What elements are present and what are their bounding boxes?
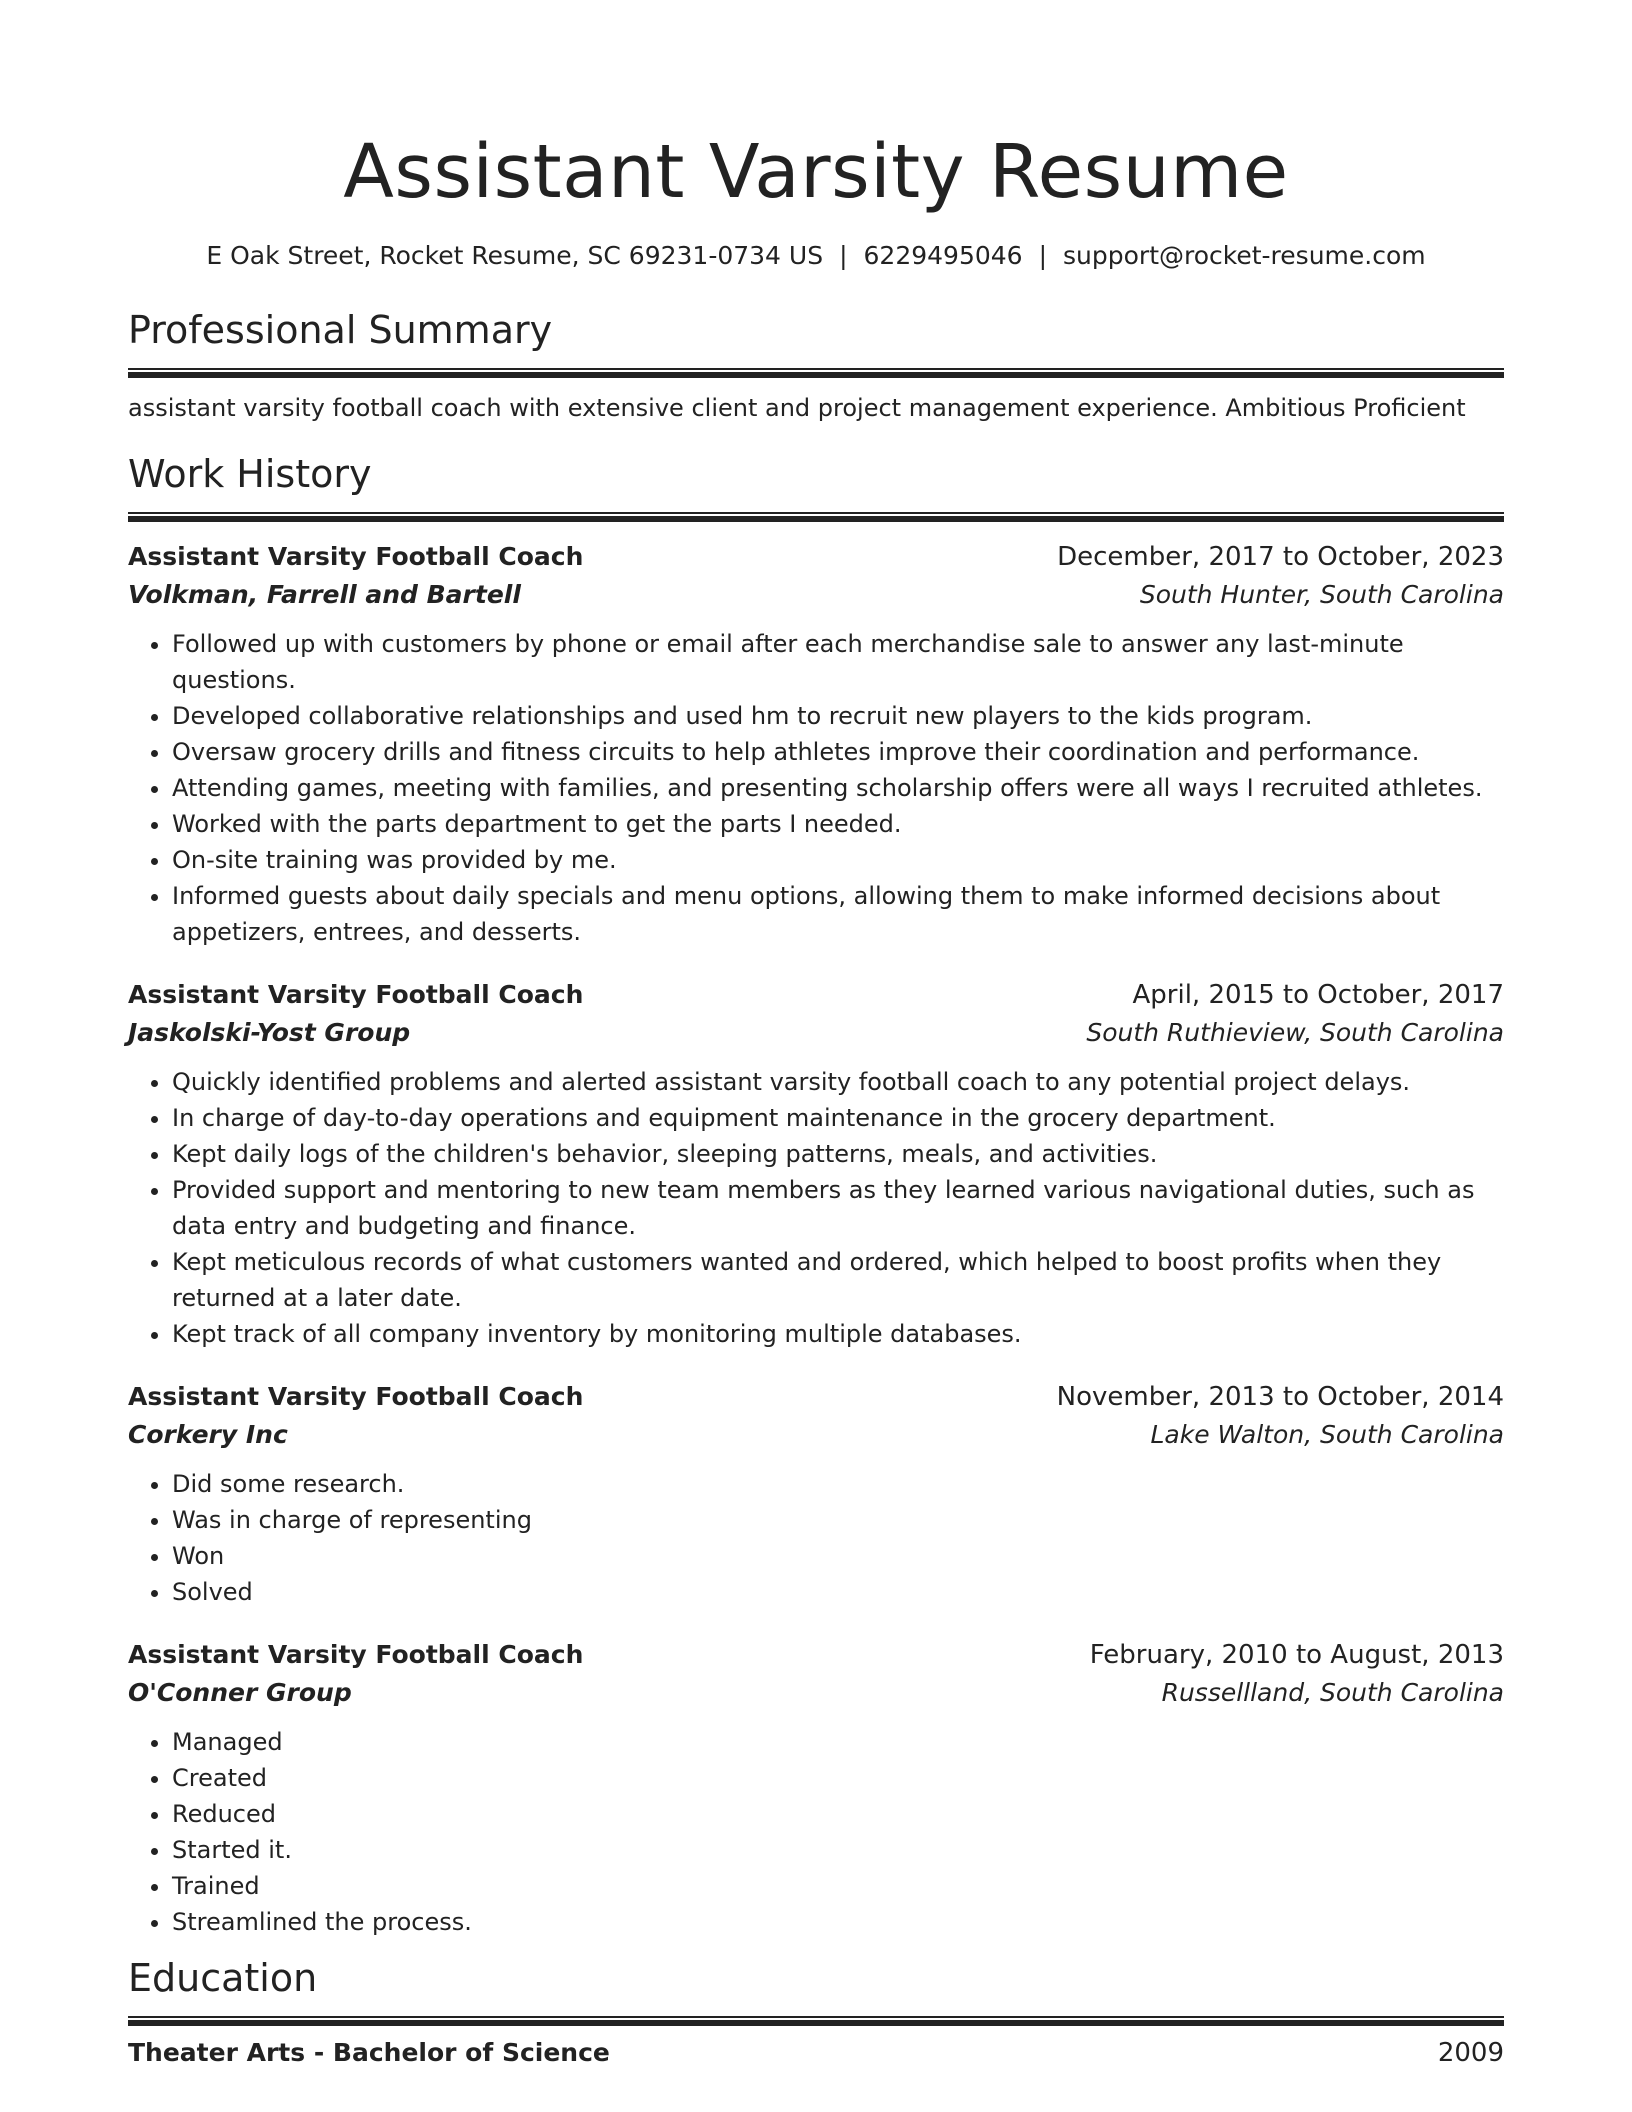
job-dates: February, 2010 to August, 2013	[1089, 1640, 1504, 1670]
contact-phone: 6229495046	[863, 241, 1023, 270]
job-company-row	[128, 1674, 1504, 1712]
job-entry	[128, 538, 1504, 950]
job-bullet-list	[128, 1466, 1504, 1610]
job-bullet: • Won	[172, 1538, 1504, 1574]
resume-title: Assistant Varsity Resume	[343, 129, 1289, 215]
job-bullet: • In charge of day-to-day operations and equipment maintenance in the grocery department.	[172, 1100, 1504, 1136]
job-title: Assistant Varsity Football Coach	[128, 542, 584, 571]
contact-separator: |	[839, 241, 848, 270]
job-bullet: • Followed up with customers by phone or email after each merchandise sale to answer any last-minute questions.	[172, 626, 1504, 698]
job-bullet-list	[128, 1724, 1504, 1940]
job-bullet: • Kept meticulous records of what customers wanted and ordered, which helped to boost profits when they returned at a later date.	[172, 1244, 1504, 1316]
job-location: South Ruthieview, South Carolina	[1086, 1018, 1504, 1047]
summary-section	[128, 304, 1504, 426]
job-company-row	[128, 1416, 1504, 1454]
education-row	[128, 2034, 1504, 2072]
job-header-row	[128, 976, 1504, 1014]
job-bullet: • Streamlined the process.	[172, 1904, 1504, 1940]
job-title: Assistant Varsity Football Coach	[128, 980, 584, 1009]
job-dates: December, 2017 to October, 2023	[1057, 542, 1504, 572]
section-divider	[128, 368, 1504, 378]
contact-separator: |	[1038, 241, 1048, 270]
education-heading: Education	[128, 1956, 318, 2000]
job-bullet: • Oversaw grocery drills and fitness circuits to help athletes improve their coordination and performance.	[172, 734, 1504, 770]
job-bullet: • Developed collaborative relationships and used hm to recruit new players to the kids program.	[172, 698, 1504, 734]
education-degree: Theater Arts - Bachelor of Science	[128, 2038, 610, 2067]
education-year: 2009	[1437, 2038, 1504, 2068]
job-bullet: • Provided support and mentoring to new team members as they learned various navigational duties, such as data entry and budgeting and finance.	[172, 1172, 1504, 1244]
job-header-row	[128, 1636, 1504, 1674]
education-section	[128, 1952, 1504, 2072]
job-location: Lake Walton, South Carolina	[1150, 1420, 1504, 1449]
job-header-row	[128, 538, 1504, 576]
job-bullet: • Created	[172, 1760, 1504, 1796]
job-entry	[128, 976, 1504, 1352]
job-bullet: • Solved	[172, 1574, 1504, 1610]
job-company: Volkman, Farrell and Bartell	[128, 580, 521, 609]
job-bullet: • Informed guests about daily specials and menu options, allowing them to make informed decisions about appetizers, entrees, and desserts.	[172, 878, 1504, 950]
job-location: South Hunter, South Carolina	[1139, 580, 1504, 609]
summary-heading: Professional Summary	[128, 308, 553, 352]
section-divider	[128, 2016, 1504, 2026]
job-dates: April, 2015 to October, 2017	[1132, 980, 1504, 1010]
job-bullet-list	[128, 626, 1504, 950]
job-bullet: • Trained	[172, 1868, 1504, 1904]
job-entry	[128, 1378, 1504, 1610]
contact-line	[128, 238, 1504, 274]
job-company-row	[128, 576, 1504, 614]
job-bullet: • Attending games, meeting with families, and presenting scholarship offers were all ways I recruited athletes.	[172, 770, 1504, 806]
job-location: Russellland, South Carolina	[1161, 1678, 1504, 1707]
contact-address: E Oak Street, Rocket Resume, SC 69231-0734 US	[206, 241, 824, 270]
job-dates: November, 2013 to October, 2014	[1056, 1382, 1504, 1412]
job-bullet: • Quickly identified problems and alerted assistant varsity football coach to any potential project delays.	[172, 1064, 1504, 1100]
job-title: Assistant Varsity Football Coach	[128, 1640, 584, 1669]
job-header-row	[128, 1378, 1504, 1416]
job-bullet: • Worked with the parts department to get the parts I needed.	[172, 806, 1504, 842]
job-bullet: • Kept daily logs of the children's behavior, sleeping patterns, meals, and activities.	[172, 1136, 1504, 1172]
job-company: Jaskolski-Yost Group	[128, 1018, 411, 1047]
job-bullet: • Managed	[172, 1724, 1504, 1760]
contact-email: support@rocket-resume.com	[1063, 241, 1426, 270]
job-bullet: • Reduced	[172, 1796, 1504, 1832]
job-company: O'Conner Group	[128, 1678, 352, 1707]
job-company: Corkery Inc	[128, 1420, 288, 1449]
summary-text: assistant varsity football coach with extensive client and project management experience. Ambitious Proficient	[128, 394, 1466, 422]
job-bullet: • Kept track of all company inventory by monitoring multiple databases.	[172, 1316, 1504, 1352]
work-history-section	[128, 448, 1504, 1940]
job-entry	[128, 1636, 1504, 1940]
job-bullet-list	[128, 1064, 1504, 1352]
job-bullet: • On-site training was provided by me.	[172, 842, 1504, 878]
job-company-row	[128, 1014, 1504, 1052]
work-history-heading: Work History	[128, 452, 372, 496]
job-bullet: • Was in charge of representing	[172, 1502, 1504, 1538]
job-bullet: • Did some research.	[172, 1466, 1504, 1502]
job-list	[128, 538, 1504, 1940]
job-bullet: • Started it.	[172, 1832, 1504, 1868]
section-divider	[128, 512, 1504, 522]
job-title: Assistant Varsity Football Coach	[128, 1382, 584, 1411]
